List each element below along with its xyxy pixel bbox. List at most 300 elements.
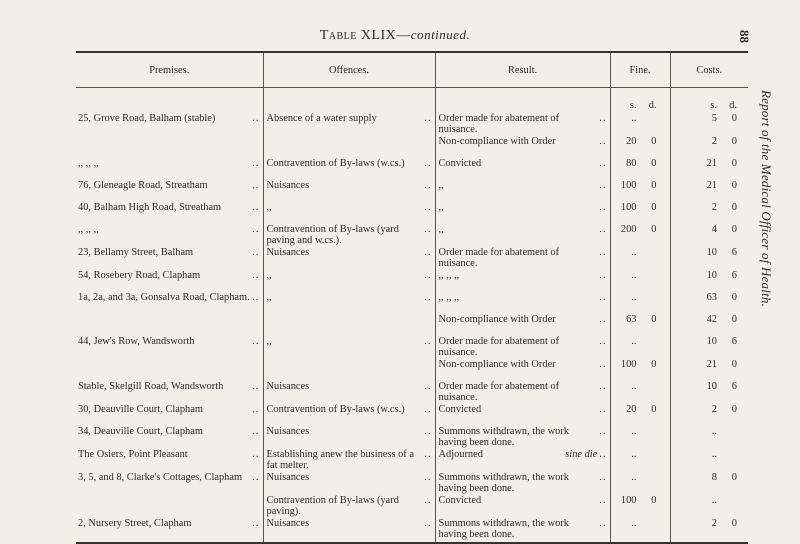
leader-dots: .. [252,158,260,169]
leader-dots: .. [424,158,432,169]
fine-cell-pence: 0 [651,314,657,325]
result-cell [435,179,610,201]
table-title-suffix: continued. [410,27,471,42]
fine-cell-pence [637,449,657,460]
premises-cell [76,246,263,269]
cost-cell-shillings: .. [711,449,717,460]
result-cell-text: Convicted [438,404,482,415]
offence-cell-text: Establishing anew the business of a fat melter. [266,449,414,471]
column-header-costs: Costs. [670,52,748,88]
cost-cell [670,403,748,425]
fine-cell-shillings: .. [631,472,637,483]
offence-cell-text: Nuisances [266,247,310,258]
fine-cell [610,313,670,335]
leader-dots: .. [252,336,260,347]
leader-dots: .. [599,404,607,415]
result-cell [435,380,610,403]
fine-cell-shillings: .. [631,336,637,347]
fine-cell-shillings: .. [631,270,637,281]
cost-shillings-unit: s. [710,100,717,111]
table-row [76,335,748,358]
cost-cell-shillings: .. [711,495,717,506]
result-cell-text: ,, [438,180,444,191]
leader-dots: .. [424,180,432,191]
fine-cell-shillings: 200 [620,224,637,235]
fine-cell-pence [637,270,657,281]
cost-cell [670,223,748,246]
fine-cell-pence: 0 [651,495,657,506]
offence-cell-text: Absence of a water supply [266,113,377,124]
cost-cell-shillings: 2 [711,404,717,415]
offence-cell [263,269,435,291]
fine-cell-pence [637,113,657,124]
fine-cell [610,471,670,494]
offence-cell [263,157,435,179]
cost-pence-unit: d. [729,100,737,111]
premises-cell-text: 30, Deauville Court, Clapham [78,404,203,415]
leader-dots: .. [599,158,607,169]
fine-cell-pence [637,426,657,437]
cost-cell-pence: 0 [731,518,737,529]
fine-cell-pence: 0 [651,224,657,235]
offence-cell-text: ,, [266,202,272,213]
fine-cell [610,403,670,425]
result-cell [435,358,610,380]
cost-cell-pence: 6 [731,270,737,281]
premises-cell-text: 54, Rosebery Road, Clapham [78,270,201,281]
cost-cell-pence [717,426,737,437]
table-row [76,223,748,246]
premises-cell [76,201,263,223]
table-row [76,494,748,517]
leader-dots: .. [252,292,260,303]
premises-cell [76,291,263,313]
table-row [76,112,748,135]
table-body [76,88,748,544]
column-header-result: Result. [435,52,610,88]
leader-dots: .. [599,336,607,347]
fine-cell [610,157,670,179]
leader-dots: .. [252,426,260,437]
cost-cell-pence: 0 [731,359,737,370]
fine-cell [610,425,670,448]
fine-cell-shillings: 100 [620,202,637,213]
fine-cell-shillings: 20 [626,136,637,147]
leader-dots: .. [424,518,432,529]
cost-cell [670,425,748,448]
cost-cell [670,291,748,313]
cost-cell [670,313,748,335]
offence-cell-text: Contravention of By-laws (yard paving). [266,495,399,517]
cost-cell-pence: 0 [731,158,737,169]
premises-cell [76,425,263,448]
result-cell [435,112,610,135]
offence-cell [263,246,435,269]
table-row [76,448,748,471]
offence-cell [263,335,435,358]
premises-cell-text: The Osiers, Point Pleasant [78,449,188,460]
premises-cell [76,494,263,517]
cost-cell-shillings: 63 [706,292,717,303]
result-cell-text: Order made for abatement of nuisance. [438,247,560,269]
leader-dots: .. [424,426,432,437]
offence-cell [263,135,435,157]
result-cell [435,313,610,335]
units-row [76,88,748,113]
leader-dots: .. [252,404,260,415]
fine-cell-shillings: 100 [620,495,637,506]
result-cell-text: ,, [438,202,444,213]
fine-cell-pence: 0 [651,180,657,191]
fine-cell-shillings: .. [631,113,637,124]
leader-dots: .. [424,270,432,281]
result-cell [435,157,610,179]
table-row [76,313,748,335]
offence-cell [263,517,435,543]
leader-dots: .. [599,472,607,483]
column-header-offences: Offences. [263,52,435,88]
leader-dots: .. [424,472,432,483]
fine-cell-shillings: .. [631,247,637,258]
cost-cell-pence [717,495,737,506]
result-cell [435,517,610,543]
fine-cell-shillings: 100 [620,180,637,191]
result-cell-text: Convicted [438,495,482,506]
premises-cell [76,358,263,380]
leader-dots: .. [424,336,432,347]
fine-cell-pence: 0 [651,359,657,370]
cost-cell [670,335,748,358]
result-cell [435,291,610,313]
premises-cell-text: ,, ,, ,, [78,224,99,235]
leader-dots: .. [599,314,607,325]
fine-cell-pence [637,292,657,303]
result-cell [435,223,610,246]
cost-cell [670,179,748,201]
cost-cell-shillings: 2 [711,136,717,147]
offence-cell [263,471,435,494]
fine-cell-shillings: .. [631,518,637,529]
fine-cell [610,291,670,313]
premises-cell [76,403,263,425]
leader-dots: .. [599,180,607,191]
result-cell [435,246,610,269]
table-row [76,403,748,425]
premises-cell-text: 23, Bellamy Street, Balham [78,247,194,258]
premises-cell-text: 40, Balham High Road, Streatham [78,202,222,213]
column-header-premises: Premises. [76,52,263,88]
table-row [76,269,748,291]
result-cell [435,201,610,223]
cost-cell-pence: 6 [731,247,737,258]
table-title [0,27,790,44]
fine-shillings-unit: s. [629,100,637,111]
leader-dots: .. [424,224,432,235]
premises-cell [76,135,263,157]
fine-cell-pence: 0 [651,404,657,415]
leader-dots: .. [252,472,260,483]
table-row [76,471,748,494]
result-cell-text: ,, ,, ,, [438,270,460,281]
leader-dots: .. [252,518,260,529]
leader-dots: .. [599,292,607,303]
premises-cell [76,335,263,358]
fine-cell [610,201,670,223]
leader-dots: .. [599,495,607,506]
table-row [76,358,748,380]
table-row [76,380,748,403]
offence-cell [263,291,435,313]
cost-cell-pence: 0 [731,136,737,147]
result-cell-text: Non-compliance with Order [438,359,556,370]
cost-cell-shillings: 10 [706,270,717,281]
table-row [76,157,748,179]
cost-cell [670,246,748,269]
table-row [76,135,748,157]
premises-cell [76,517,263,543]
fine-cell [610,380,670,403]
offence-cell [263,403,435,425]
fine-cell [610,448,670,471]
cost-cell-pence: 0 [731,314,737,325]
cost-cell [670,380,748,403]
offence-cell-text: Nuisances [266,426,310,437]
result-cell [435,403,610,425]
result-cell-text: Summons withdrawn, the work having been done. [438,518,569,540]
cost-cell [670,358,748,380]
leader-dots: .. [599,224,607,235]
column-header-fine: Fine. [610,52,670,88]
cost-cell-pence: 0 [731,113,737,124]
table-header-row [76,52,748,88]
fine-cell [610,246,670,269]
fine-cell-shillings: .. [631,381,637,392]
premises-cell [76,157,263,179]
leader-dots: .. [599,449,607,460]
premises-cell [76,223,263,246]
fine-cell [610,269,670,291]
fine-cell [610,223,670,246]
fine-cell [610,494,670,517]
fine-cell-pence: 0 [651,158,657,169]
offence-cell-text: Nuisances [266,180,310,191]
cost-cell-pence [717,449,737,460]
table-row [76,425,748,448]
offence-cell [263,358,435,380]
result-cell-text: ,, [438,224,444,235]
offence-cell [263,223,435,246]
fine-cell-pence: 0 [651,202,657,213]
fine-cell [610,179,670,201]
leader-dots: .. [599,426,607,437]
result-cell-text: Convicted [438,158,482,169]
cost-cell-shillings: 21 [706,359,717,370]
fine-cell [610,112,670,135]
result-italic-text: sine die [565,449,598,460]
result-cell [435,135,610,157]
fine-cell-pence [637,381,657,392]
cost-cell [670,269,748,291]
leader-dots: .. [599,202,607,213]
leader-dots: .. [599,381,607,392]
cost-cell-shillings: 10 [706,247,717,258]
leader-dots: .. [599,136,607,147]
premises-cell-text: Stable, Skelgill Road, Wandsworth [78,381,224,392]
result-cell [435,335,610,358]
result-cell-text: Summons withdrawn, the work having been done. [438,472,569,494]
fine-cell-pence [637,247,657,258]
offence-cell-text: ,, [266,292,272,303]
result-cell-text: Order made for abatement of nuisance. [438,381,560,403]
result-cell-text: Summons withdrawn, the work having been done. [438,426,569,448]
cost-cell-shillings: .. [711,426,717,437]
cost-cell [670,517,748,543]
fine-cell-shillings: .. [631,292,637,303]
premises-cell-text: 34, Deauville Court, Clapham [78,426,203,437]
fine-cell-shillings: 20 [626,404,637,415]
leader-dots: .. [424,113,432,124]
premises-cell [76,269,263,291]
cost-cell [670,471,748,494]
page-number: 88 [737,30,752,43]
cost-cell-pence: 6 [731,336,737,347]
cost-cell-shillings: 2 [711,518,717,529]
cost-cell-shillings: 5 [711,113,717,124]
leader-dots: .. [424,495,432,506]
fine-cell [610,517,670,543]
offence-cell [263,313,435,335]
offence-cell-text: Contravention of By-laws (w.cs.) [266,158,405,169]
cost-cell-shillings: 21 [706,180,717,191]
fine-cell-pence [637,518,657,529]
result-cell [435,269,610,291]
leader-dots: .. [252,270,260,281]
fine-cell-pence [637,472,657,483]
offences-table [76,51,748,544]
leader-dots: .. [424,404,432,415]
table-row [76,179,748,201]
premises-cell [76,380,263,403]
result-cell-text: ,, ,, ,, [438,292,460,303]
premises-cell-text: 76, Gleneagle Road, Streatham [78,180,208,191]
offence-cell-text: ,, [266,270,272,281]
table-title-prefix: Table XLIX— [319,28,411,43]
cost-cell-shillings: 21 [706,158,717,169]
fine-cell-shillings: 63 [626,314,637,325]
cost-cell-pence: 0 [731,472,737,483]
leader-dots: .. [424,449,432,460]
cost-cell [670,448,748,471]
cost-cell-shillings: 8 [711,472,717,483]
premises-cell [76,112,263,135]
result-cell [435,471,610,494]
cost-cell [670,112,748,135]
leader-dots: .. [252,202,260,213]
leader-dots: .. [424,381,432,392]
cost-cell-shillings: 42 [706,314,717,325]
cost-cell-pence: 0 [731,180,737,191]
fine-cell-shillings: 80 [626,158,637,169]
leader-dots: .. [252,113,260,124]
leader-dots: .. [599,359,607,370]
table-row [76,246,748,269]
leader-dots: .. [424,247,432,258]
offence-cell [263,112,435,135]
cost-cell [670,494,748,517]
table-row [76,291,748,313]
result-cell [435,425,610,448]
premises-cell [76,448,263,471]
offence-cell-text: Contravention of By-laws (w.cs.) [266,404,405,415]
premises-cell-text: 3, 5, and 8, Clarke's Cottages, Clapham [78,472,243,483]
offence-cell [263,448,435,471]
table-row [76,517,748,543]
premises-cell-text: 2, Nursery Street, Clapham [78,518,192,529]
offence-cell-text: Nuisances [266,472,310,483]
premises-cell [76,313,263,335]
premises-cell [76,179,263,201]
leader-dots: .. [599,518,607,529]
offence-cell-text: ,, [266,336,272,347]
premises-cell-text: 44, Jew's Row, Wandsworth [78,336,195,347]
result-cell-text: Non-compliance with Order [438,314,556,325]
result-cell-text: Order made for abatement of nuisance. [438,113,560,135]
cost-cell-pence: 6 [731,381,737,392]
fine-cell-shillings: .. [631,426,637,437]
cost-cell-pence: 0 [731,404,737,415]
cost-cell-shillings: 10 [706,381,717,392]
offence-cell [263,494,435,517]
cost-cell-shillings: 4 [711,224,717,235]
fine-cell-shillings: 100 [620,359,637,370]
premises-cell-text: 1a, 2a, and 3a, Gonsalva Road, Clapham. [78,292,250,303]
fine-cell [610,135,670,157]
offence-cell-text: Contravention of By-laws (yard paving and w.cs.). [266,224,399,246]
leader-dots: .. [424,292,432,303]
cost-cell [670,201,748,223]
offence-cell [263,201,435,223]
fine-cell-shillings: .. [631,449,637,460]
offence-cell-text: Nuisances [266,381,310,392]
leader-dots: .. [252,247,260,258]
cost-cell [670,157,748,179]
result-cell [435,494,610,517]
leader-dots: .. [424,202,432,213]
fine-cell-pence: 0 [651,136,657,147]
leader-dots: .. [599,247,607,258]
offence-cell [263,425,435,448]
cost-cell-shillings: 10 [706,336,717,347]
leader-dots: .. [599,113,607,124]
leader-dots: .. [252,381,260,392]
result-cell [435,448,610,471]
offence-cell [263,179,435,201]
fine-cell [610,335,670,358]
fine-pence-unit: d. [648,100,657,111]
cost-cell-pence: 0 [731,224,737,235]
cost-cell-pence: 0 [731,292,737,303]
offence-cell-text: Nuisances [266,518,310,529]
premises-cell [76,471,263,494]
leader-dots: .. [252,180,260,191]
result-cell-text: Adjourned [438,449,483,460]
fine-cell [610,358,670,380]
premises-cell-text: 25, Grove Road, Balham (stable) [78,113,216,124]
cost-cell [670,135,748,157]
table-row [76,201,748,223]
result-cell-text: Order made for abatement of nuisance. [438,336,560,358]
leader-dots: .. [252,449,260,460]
